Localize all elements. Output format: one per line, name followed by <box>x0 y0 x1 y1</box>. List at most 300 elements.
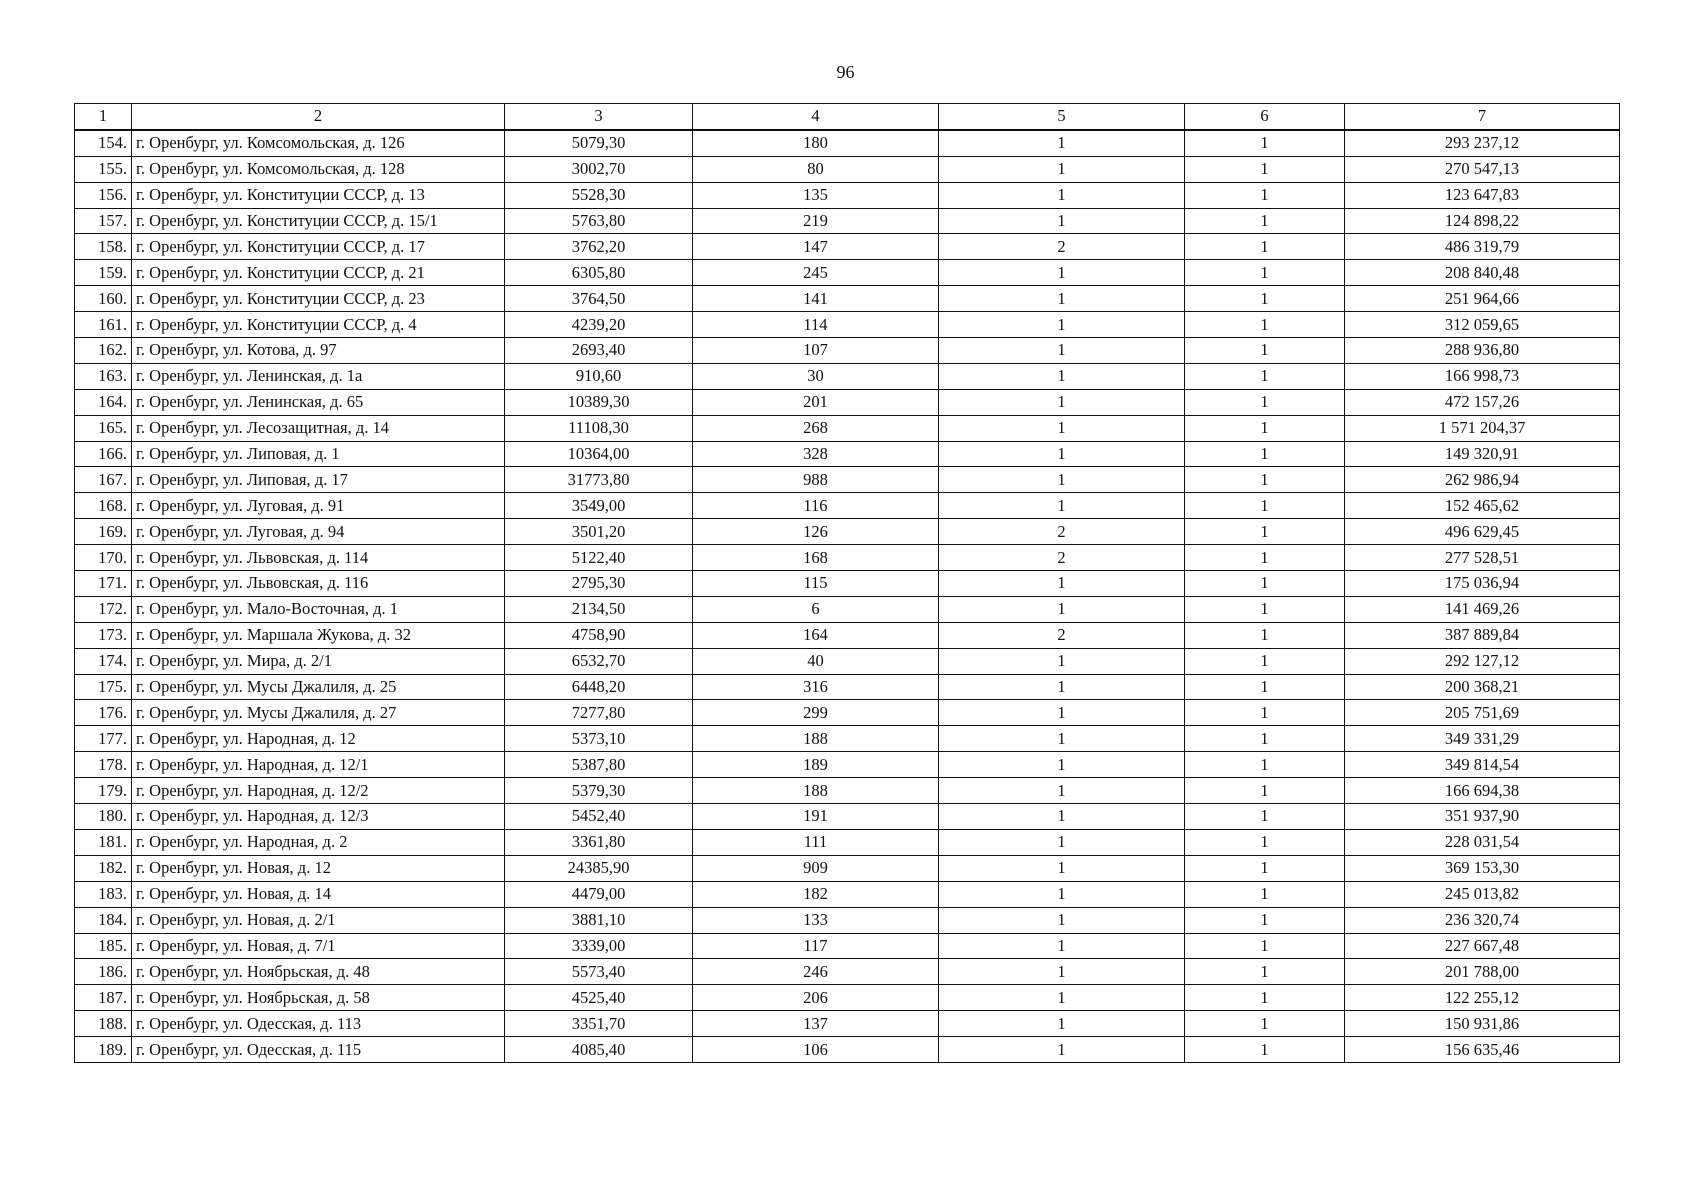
cost-cell: 236 320,74 <box>1345 907 1620 933</box>
row-number-cell: 174. <box>75 648 132 674</box>
header-cell-1: 1 <box>75 104 132 130</box>
address-cell: г. Оренбург, ул. Народная, д. 12/3 <box>132 804 505 830</box>
row-number-cell: 180. <box>75 804 132 830</box>
column-6-cell: 1 <box>1185 493 1345 519</box>
address-cell: г. Оренбург, ул. Ноябрьская, д. 48 <box>132 959 505 985</box>
row-number-cell: 168. <box>75 493 132 519</box>
cost-cell: 349 331,29 <box>1345 726 1620 752</box>
area-cell: 3881,10 <box>505 907 693 933</box>
table-row <box>75 389 1620 415</box>
column-6-cell: 1 <box>1185 881 1345 907</box>
table-row <box>75 907 1620 933</box>
column-5-cell: 1 <box>939 752 1185 778</box>
address-cell: г. Оренбург, ул. Луговая, д. 94 <box>132 519 505 545</box>
table-row <box>75 596 1620 622</box>
row-number-cell: 186. <box>75 959 132 985</box>
area-cell: 5763,80 <box>505 208 693 234</box>
column-5-cell: 1 <box>939 571 1185 597</box>
area-cell: 2693,40 <box>505 338 693 364</box>
table-row <box>75 752 1620 778</box>
address-cell: г. Оренбург, ул. Народная, д. 2 <box>132 829 505 855</box>
table-row <box>75 156 1620 182</box>
registry-table <box>74 103 1620 1063</box>
cost-cell: 293 237,12 <box>1345 130 1620 156</box>
area-cell: 3339,00 <box>505 933 693 959</box>
address-cell: г. Оренбург, ул. Новая, д. 12 <box>132 855 505 881</box>
address-cell: г. Оренбург, ул. Конституции СССР, д. 21 <box>132 260 505 286</box>
residents-cell: 201 <box>693 389 939 415</box>
residents-cell: 147 <box>693 234 939 260</box>
address-cell: г. Оренбург, ул. Львовская, д. 116 <box>132 571 505 597</box>
address-cell: г. Оренбург, ул. Новая, д. 7/1 <box>132 933 505 959</box>
address-cell: г. Оренбург, ул. Липовая, д. 1 <box>132 441 505 467</box>
column-6-cell: 1 <box>1185 156 1345 182</box>
column-6-cell: 1 <box>1185 726 1345 752</box>
residents-cell: 80 <box>693 156 939 182</box>
header-cell-2: 2 <box>132 104 505 130</box>
table-row <box>75 182 1620 208</box>
table-row <box>75 208 1620 234</box>
cost-cell: 122 255,12 <box>1345 985 1620 1011</box>
area-cell: 5528,30 <box>505 182 693 208</box>
residents-cell: 106 <box>693 1037 939 1063</box>
column-5-cell: 1 <box>939 1011 1185 1037</box>
column-6-cell: 1 <box>1185 804 1345 830</box>
table-row <box>75 441 1620 467</box>
column-5-cell: 1 <box>939 933 1185 959</box>
residents-cell: 219 <box>693 208 939 234</box>
cost-cell: 312 059,65 <box>1345 312 1620 338</box>
address-cell: г. Оренбург, ул. Маршала Жукова, д. 32 <box>132 622 505 648</box>
address-cell: г. Оренбург, ул. Липовая, д. 17 <box>132 467 505 493</box>
column-6-cell: 1 <box>1185 752 1345 778</box>
column-6-cell: 1 <box>1185 648 1345 674</box>
page-number: 96 <box>836 62 855 82</box>
header-cell-3: 3 <box>505 104 693 130</box>
table-row <box>75 933 1620 959</box>
table-row <box>75 130 1620 156</box>
table-row <box>75 1037 1620 1063</box>
residents-cell: 206 <box>693 985 939 1011</box>
row-number-cell: 189. <box>75 1037 132 1063</box>
row-number-cell: 188. <box>75 1011 132 1037</box>
header-cell-6: 6 <box>1185 104 1345 130</box>
table-row <box>75 260 1620 286</box>
column-6-cell: 1 <box>1185 674 1345 700</box>
area-cell: 4239,20 <box>505 312 693 338</box>
table-row <box>75 881 1620 907</box>
cost-cell: 124 898,22 <box>1345 208 1620 234</box>
column-5-cell: 1 <box>939 493 1185 519</box>
row-number-cell: 173. <box>75 622 132 648</box>
cost-cell: 152 465,62 <box>1345 493 1620 519</box>
cost-cell: 270 547,13 <box>1345 156 1620 182</box>
row-number-cell: 176. <box>75 700 132 726</box>
column-5-cell: 1 <box>939 959 1185 985</box>
cost-cell: 292 127,12 <box>1345 648 1620 674</box>
area-cell: 3762,20 <box>505 234 693 260</box>
column-5-cell: 1 <box>939 804 1185 830</box>
residents-cell: 299 <box>693 700 939 726</box>
area-cell: 3351,70 <box>505 1011 693 1037</box>
column-5-cell: 1 <box>939 208 1185 234</box>
column-5-cell: 1 <box>939 907 1185 933</box>
row-number-cell: 166. <box>75 441 132 467</box>
column-5-cell: 1 <box>939 985 1185 1011</box>
address-cell: г. Оренбург, ул. Лесозащитная, д. 14 <box>132 415 505 441</box>
address-cell: г. Оренбург, ул. Мира, д. 2/1 <box>132 648 505 674</box>
column-5-cell: 1 <box>939 363 1185 389</box>
table-row <box>75 415 1620 441</box>
table-row <box>75 778 1620 804</box>
column-6-cell: 1 <box>1185 700 1345 726</box>
column-6-cell: 1 <box>1185 545 1345 571</box>
area-cell: 3764,50 <box>505 286 693 312</box>
row-number-cell: 170. <box>75 545 132 571</box>
address-cell: г. Оренбург, ул. Комсомольская, д. 126 <box>132 130 505 156</box>
cost-cell: 288 936,80 <box>1345 338 1620 364</box>
row-number-cell: 184. <box>75 907 132 933</box>
address-cell: г. Оренбург, ул. Конституции СССР, д. 4 <box>132 312 505 338</box>
cost-cell: 123 647,83 <box>1345 182 1620 208</box>
area-cell: 5379,30 <box>505 778 693 804</box>
column-5-cell: 1 <box>939 700 1185 726</box>
column-6-cell: 1 <box>1185 389 1345 415</box>
area-cell: 4479,00 <box>505 881 693 907</box>
residents-cell: 111 <box>693 829 939 855</box>
cost-cell: 205 751,69 <box>1345 700 1620 726</box>
column-5-cell: 1 <box>939 1037 1185 1063</box>
area-cell: 10364,00 <box>505 441 693 467</box>
area-cell: 5573,40 <box>505 959 693 985</box>
area-cell: 4525,40 <box>505 985 693 1011</box>
row-number-cell: 158. <box>75 234 132 260</box>
column-6-cell: 1 <box>1185 286 1345 312</box>
column-5-cell: 1 <box>939 130 1185 156</box>
row-number-cell: 156. <box>75 182 132 208</box>
table-row <box>75 959 1620 985</box>
residents-cell: 268 <box>693 415 939 441</box>
column-6-cell: 1 <box>1185 130 1345 156</box>
address-cell: г. Оренбург, ул. Мало-Восточная, д. 1 <box>132 596 505 622</box>
table-row <box>75 829 1620 855</box>
address-cell: г. Оренбург, ул. Котова, д. 97 <box>132 338 505 364</box>
column-5-cell: 2 <box>939 622 1185 648</box>
column-5-cell: 1 <box>939 726 1185 752</box>
table-row <box>75 467 1620 493</box>
row-number-cell: 160. <box>75 286 132 312</box>
column-6-cell: 1 <box>1185 415 1345 441</box>
table-row <box>75 648 1620 674</box>
table-body <box>75 130 1620 1063</box>
address-cell: г. Оренбург, ул. Мусы Джалиля, д. 27 <box>132 700 505 726</box>
table-row <box>75 1011 1620 1037</box>
row-number-cell: 178. <box>75 752 132 778</box>
residents-cell: 909 <box>693 855 939 881</box>
area-cell: 2134,50 <box>505 596 693 622</box>
header-cell-7: 7 <box>1345 104 1620 130</box>
cost-cell: 141 469,26 <box>1345 596 1620 622</box>
address-cell: г. Оренбург, ул. Народная, д. 12 <box>132 726 505 752</box>
column-5-cell: 1 <box>939 338 1185 364</box>
table-row <box>75 571 1620 597</box>
residents-cell: 116 <box>693 493 939 519</box>
cost-cell: 149 320,91 <box>1345 441 1620 467</box>
row-number-cell: 165. <box>75 415 132 441</box>
row-number-cell: 175. <box>75 674 132 700</box>
row-number-cell: 177. <box>75 726 132 752</box>
column-6-cell: 1 <box>1185 234 1345 260</box>
table-row <box>75 985 1620 1011</box>
cost-cell: 486 319,79 <box>1345 234 1620 260</box>
address-cell: г. Оренбург, ул. Новая, д. 14 <box>132 881 505 907</box>
residents-cell: 164 <box>693 622 939 648</box>
row-number-cell: 157. <box>75 208 132 234</box>
residents-cell: 188 <box>693 778 939 804</box>
cost-cell: 472 157,26 <box>1345 389 1620 415</box>
address-cell: г. Оренбург, ул. Одесская, д. 113 <box>132 1011 505 1037</box>
cost-cell: 251 964,66 <box>1345 286 1620 312</box>
table-row <box>75 545 1620 571</box>
column-6-cell: 1 <box>1185 1037 1345 1063</box>
residents-cell: 141 <box>693 286 939 312</box>
address-cell: г. Оренбург, ул. Луговая, д. 91 <box>132 493 505 519</box>
table-row <box>75 363 1620 389</box>
cost-cell: 496 629,45 <box>1345 519 1620 545</box>
residents-cell: 988 <box>693 467 939 493</box>
residents-cell: 117 <box>693 933 939 959</box>
column-5-cell: 1 <box>939 674 1185 700</box>
area-cell: 3501,20 <box>505 519 693 545</box>
residents-cell: 168 <box>693 545 939 571</box>
row-number-cell: 172. <box>75 596 132 622</box>
cost-cell: 349 814,54 <box>1345 752 1620 778</box>
column-5-cell: 1 <box>939 312 1185 338</box>
area-cell: 2795,30 <box>505 571 693 597</box>
residents-cell: 114 <box>693 312 939 338</box>
residents-cell: 316 <box>693 674 939 700</box>
address-cell: г. Оренбург, ул. Ноябрьская, д. 58 <box>132 985 505 1011</box>
column-6-cell: 1 <box>1185 959 1345 985</box>
residents-cell: 191 <box>693 804 939 830</box>
area-cell: 6532,70 <box>505 648 693 674</box>
cost-cell: 245 013,82 <box>1345 881 1620 907</box>
column-6-cell: 1 <box>1185 260 1345 286</box>
header-cell-5: 5 <box>939 104 1185 130</box>
table-row <box>75 312 1620 338</box>
area-cell: 10389,30 <box>505 389 693 415</box>
row-number-cell: 167. <box>75 467 132 493</box>
column-5-cell: 1 <box>939 648 1185 674</box>
column-5-cell: 1 <box>939 596 1185 622</box>
cost-cell: 387 889,84 <box>1345 622 1620 648</box>
column-5-cell: 1 <box>939 415 1185 441</box>
area-cell: 3002,70 <box>505 156 693 182</box>
column-6-cell: 1 <box>1185 985 1345 1011</box>
area-cell: 4758,90 <box>505 622 693 648</box>
address-cell: г. Оренбург, ул. Конституции СССР, д. 17 <box>132 234 505 260</box>
column-5-cell: 1 <box>939 467 1185 493</box>
column-6-cell: 1 <box>1185 338 1345 364</box>
cost-cell: 351 937,90 <box>1345 804 1620 830</box>
area-cell: 5387,80 <box>505 752 693 778</box>
cost-cell: 1 571 204,37 <box>1345 415 1620 441</box>
row-number-cell: 179. <box>75 778 132 804</box>
area-cell: 6305,80 <box>505 260 693 286</box>
area-cell: 3361,80 <box>505 829 693 855</box>
area-cell: 6448,20 <box>505 674 693 700</box>
area-cell: 3549,00 <box>505 493 693 519</box>
cost-cell: 166 998,73 <box>1345 363 1620 389</box>
cost-cell: 200 368,21 <box>1345 674 1620 700</box>
residents-cell: 6 <box>693 596 939 622</box>
residents-cell: 133 <box>693 907 939 933</box>
area-cell: 31773,80 <box>505 467 693 493</box>
residents-cell: 182 <box>693 881 939 907</box>
cost-cell: 166 694,38 <box>1345 778 1620 804</box>
residents-cell: 246 <box>693 959 939 985</box>
residents-cell: 126 <box>693 519 939 545</box>
column-5-cell: 1 <box>939 829 1185 855</box>
row-number-cell: 169. <box>75 519 132 545</box>
residents-cell: 135 <box>693 182 939 208</box>
row-number-cell: 161. <box>75 312 132 338</box>
address-cell: г. Оренбург, ул. Ленинская, д. 1а <box>132 363 505 389</box>
area-cell: 4085,40 <box>505 1037 693 1063</box>
table-row <box>75 700 1620 726</box>
column-5-cell: 1 <box>939 260 1185 286</box>
address-cell: г. Оренбург, ул. Львовская, д. 114 <box>132 545 505 571</box>
address-cell: г. Оренбург, ул. Новая, д. 2/1 <box>132 907 505 933</box>
column-6-cell: 1 <box>1185 933 1345 959</box>
column-6-cell: 1 <box>1185 182 1345 208</box>
column-5-cell: 2 <box>939 519 1185 545</box>
column-5-cell: 2 <box>939 234 1185 260</box>
cost-cell: 228 031,54 <box>1345 829 1620 855</box>
residents-cell: 180 <box>693 130 939 156</box>
table-row <box>75 855 1620 881</box>
row-number-cell: 162. <box>75 338 132 364</box>
cost-cell: 208 840,48 <box>1345 260 1620 286</box>
row-number-cell: 171. <box>75 571 132 597</box>
area-cell: 910,60 <box>505 363 693 389</box>
column-6-cell: 1 <box>1185 467 1345 493</box>
cost-cell: 201 788,00 <box>1345 959 1620 985</box>
column-5-cell: 1 <box>939 389 1185 415</box>
column-6-cell: 1 <box>1185 622 1345 648</box>
column-6-cell: 1 <box>1185 596 1345 622</box>
residents-cell: 188 <box>693 726 939 752</box>
row-number-cell: 164. <box>75 389 132 415</box>
area-cell: 11108,30 <box>505 415 693 441</box>
column-6-cell: 1 <box>1185 778 1345 804</box>
cost-cell: 277 528,51 <box>1345 545 1620 571</box>
row-number-cell: 183. <box>75 881 132 907</box>
address-cell: г. Оренбург, ул. Конституции СССР, д. 13 <box>132 182 505 208</box>
header-row <box>75 104 1620 130</box>
residents-cell: 245 <box>693 260 939 286</box>
address-cell: г. Оренбург, ул. Ленинская, д. 65 <box>132 389 505 415</box>
address-cell: г. Оренбург, ул. Комсомольская, д. 128 <box>132 156 505 182</box>
address-cell: г. Оренбург, ул. Народная, д. 12/2 <box>132 778 505 804</box>
cost-cell: 156 635,46 <box>1345 1037 1620 1063</box>
column-6-cell: 1 <box>1185 829 1345 855</box>
address-cell: г. Оренбург, ул. Одесская, д. 115 <box>132 1037 505 1063</box>
row-number-cell: 154. <box>75 130 132 156</box>
row-number-cell: 182. <box>75 855 132 881</box>
column-5-cell: 1 <box>939 286 1185 312</box>
row-number-cell: 155. <box>75 156 132 182</box>
area-cell: 5452,40 <box>505 804 693 830</box>
column-6-cell: 1 <box>1185 441 1345 467</box>
column-5-cell: 1 <box>939 778 1185 804</box>
residents-cell: 30 <box>693 363 939 389</box>
residents-cell: 137 <box>693 1011 939 1037</box>
cost-cell: 227 667,48 <box>1345 933 1620 959</box>
table-row <box>75 234 1620 260</box>
residents-cell: 107 <box>693 338 939 364</box>
table-row <box>75 674 1620 700</box>
table-row <box>75 622 1620 648</box>
address-cell: г. Оренбург, ул. Конституции СССР, д. 15/1 <box>132 208 505 234</box>
cost-cell: 369 153,30 <box>1345 855 1620 881</box>
area-cell: 7277,80 <box>505 700 693 726</box>
column-6-cell: 1 <box>1185 1011 1345 1037</box>
column-6-cell: 1 <box>1185 363 1345 389</box>
address-cell: г. Оренбург, ул. Народная, д. 12/1 <box>132 752 505 778</box>
row-number-cell: 181. <box>75 829 132 855</box>
address-cell: г. Оренбург, ул. Мусы Джалиля, д. 25 <box>132 674 505 700</box>
column-5-cell: 1 <box>939 441 1185 467</box>
residents-cell: 40 <box>693 648 939 674</box>
column-6-cell: 1 <box>1185 907 1345 933</box>
residents-cell: 115 <box>693 571 939 597</box>
table-row <box>75 726 1620 752</box>
column-6-cell: 1 <box>1185 571 1345 597</box>
table-row <box>75 804 1620 830</box>
column-6-cell: 1 <box>1185 208 1345 234</box>
area-cell: 5122,40 <box>505 545 693 571</box>
column-5-cell: 2 <box>939 545 1185 571</box>
area-cell: 5373,10 <box>505 726 693 752</box>
column-6-cell: 1 <box>1185 855 1345 881</box>
table-row <box>75 493 1620 519</box>
residents-cell: 189 <box>693 752 939 778</box>
address-cell: г. Оренбург, ул. Конституции СССР, д. 23 <box>132 286 505 312</box>
area-cell: 24385,90 <box>505 855 693 881</box>
cost-cell: 262 986,94 <box>1345 467 1620 493</box>
area-cell: 5079,30 <box>505 130 693 156</box>
table-row <box>75 286 1620 312</box>
table-row <box>75 338 1620 364</box>
table-header <box>75 104 1620 130</box>
column-5-cell: 1 <box>939 182 1185 208</box>
column-5-cell: 1 <box>939 881 1185 907</box>
column-6-cell: 1 <box>1185 519 1345 545</box>
cost-cell: 175 036,94 <box>1345 571 1620 597</box>
residents-cell: 328 <box>693 441 939 467</box>
column-6-cell: 1 <box>1185 312 1345 338</box>
row-number-cell: 185. <box>75 933 132 959</box>
table-row <box>75 519 1620 545</box>
header-cell-4: 4 <box>693 104 939 130</box>
row-number-cell: 187. <box>75 985 132 1011</box>
row-number-cell: 159. <box>75 260 132 286</box>
column-5-cell: 1 <box>939 156 1185 182</box>
cost-cell: 150 931,86 <box>1345 1011 1620 1037</box>
row-number-cell: 163. <box>75 363 132 389</box>
column-5-cell: 1 <box>939 855 1185 881</box>
